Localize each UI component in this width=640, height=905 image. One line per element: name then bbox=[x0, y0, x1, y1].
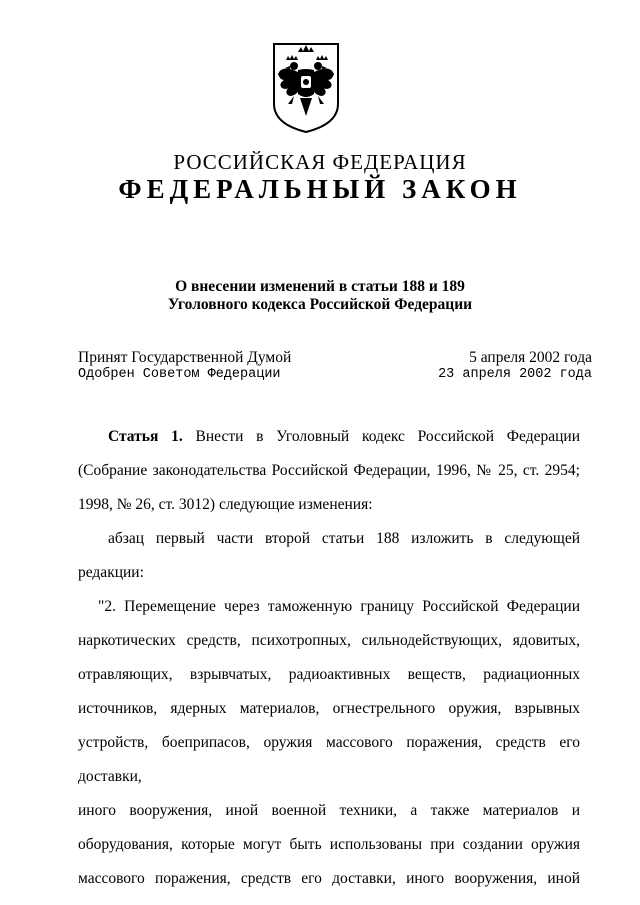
law-type-heading: ФЕДЕРАЛЬНЫЙ ЗАКОН bbox=[118, 174, 522, 204]
double-headed-eagle-emblem-icon bbox=[268, 38, 344, 134]
council-approval-label: Одобрен Советом Федерации bbox=[78, 367, 281, 382]
law-title-line-1: О внесении изменений в статьи 188 и 189 bbox=[175, 278, 465, 295]
law-title bbox=[0, 278, 640, 314]
article-paragraph-2: абзац первый части второй статьи 188 изложить в следующей редакции: bbox=[78, 530, 580, 581]
country-heading: РОССИЙСКАЯ ФЕДЕРАЦИЯ bbox=[173, 150, 467, 174]
adoption-dates bbox=[438, 349, 592, 383]
article-body bbox=[78, 420, 580, 896]
quote-line: источников, ядерных материалов, огнестрельного оружия, взрывных bbox=[78, 700, 580, 717]
article-line-1 bbox=[78, 420, 580, 454]
quote-line: отравляющих, взрывчатых, радиоактивных веществ, радиационных bbox=[78, 666, 580, 683]
council-approval-date: 23 апреля 2002 года bbox=[438, 367, 592, 382]
quote-line: "2. Перемещение через таможенную границу Российской Федерации bbox=[98, 598, 580, 615]
quote-line: массового поражения, средств его доставки, иного вооружения, иной bbox=[78, 870, 580, 887]
article-label: Статья 1. bbox=[108, 428, 183, 445]
duma-adoption-label: Принят Государственной Думой bbox=[78, 349, 292, 366]
quote-line: оборудования, которые могут быть использованы при создании оружия bbox=[78, 836, 580, 853]
article-line-3: 1998, № 26, ст. 3012) следующие изменения: bbox=[78, 496, 373, 513]
adoption-labels bbox=[78, 349, 291, 383]
quote-line: наркотических средств, психотропных, сильнодействующих, ядовитых, bbox=[78, 632, 580, 649]
law-title-line-2: Уголовного кодекса Российской Федерации bbox=[167, 296, 473, 313]
article-line-1-text: Внести в Уголовный кодекс Российской Федерации bbox=[195, 428, 581, 445]
duma-adoption-date: 5 апреля 2002 года bbox=[469, 349, 592, 366]
quote-line: иного вооружения, иной военной техники, а также материалов и bbox=[78, 802, 580, 819]
quote-line: устройств, боеприпасов, оружия массового поражения, средств его доставки, bbox=[78, 734, 580, 785]
article-line-2: (Собрание законодательства Российской Федерации, 1996, № 25, ст. 2954; bbox=[78, 462, 580, 479]
